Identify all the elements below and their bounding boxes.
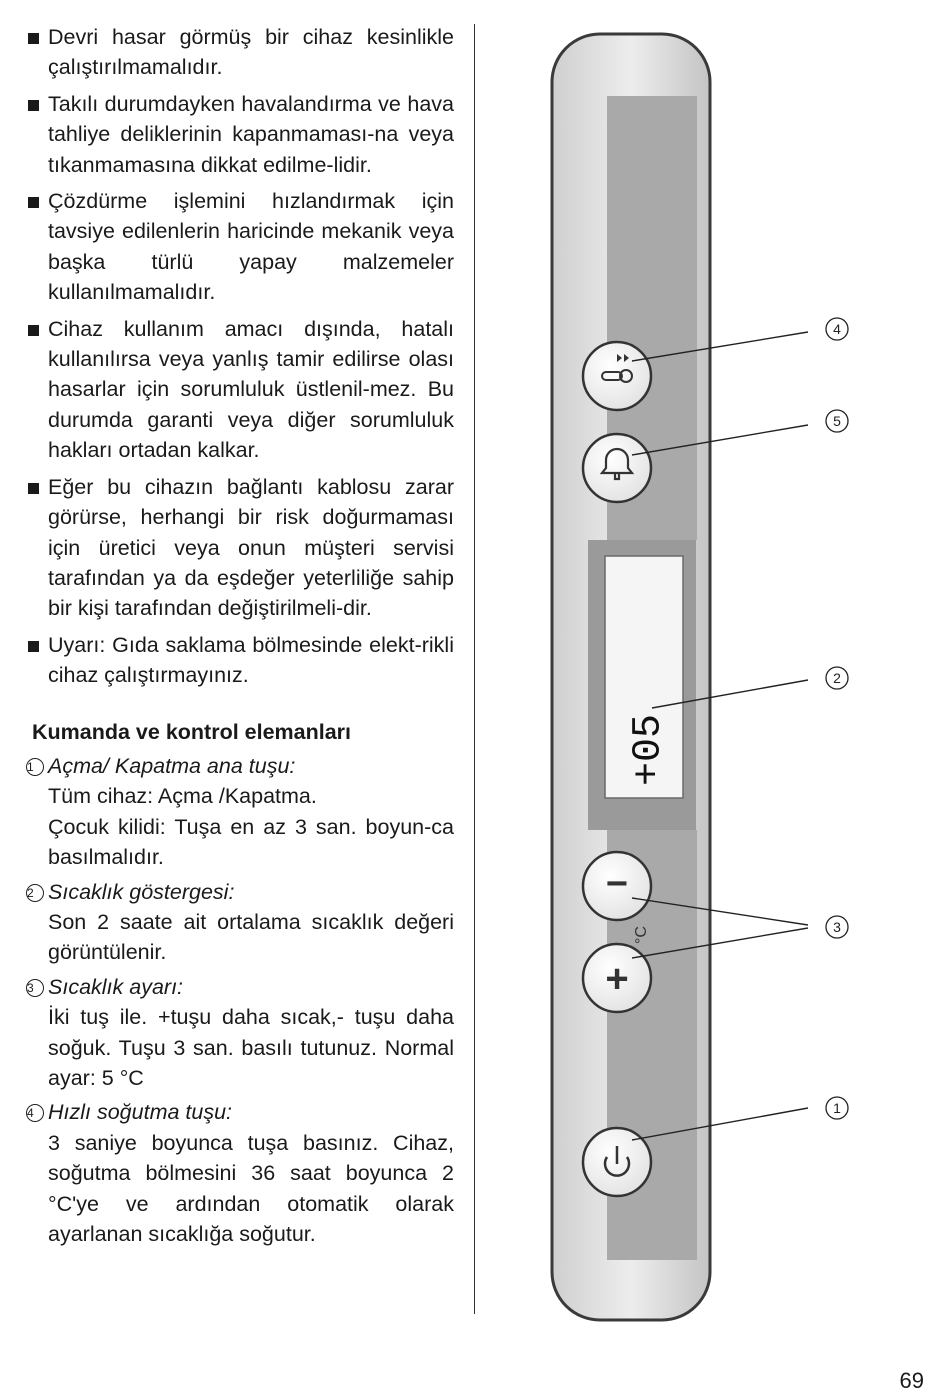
control-desc: 3 saniye boyunca tuşa basınız. Cihaz, soğutma bölmesini 36 saat boyunca 2 °C'ye ve ardından otomatik olarak ayarlanan sıcaklığa soğutur. <box>48 1130 454 1247</box>
control-title: Açma/ Kapatma ana tuşu: <box>48 753 296 778</box>
control-desc: Çocuk kilidi: Tuşa en az 3 san. boyun-ca basılmalıdır. <box>48 814 454 870</box>
control-desc: Tüm cihaz: Açma /Kapatma. <box>48 784 317 809</box>
callout-1 <box>826 1097 848 1119</box>
temperature-down-button[interactable] <box>583 852 651 920</box>
safety-note: Uyarı: Gıda saklama bölmesinde elekt-rikli cihaz çalıştırmayınız. <box>26 630 454 691</box>
svg-text:5: 5 <box>833 413 841 429</box>
callout-number: 4 <box>26 1104 44 1122</box>
svg-text:3: 3 <box>833 919 841 935</box>
page-number: 69 <box>899 1368 924 1393</box>
super-cool-button[interactable] <box>583 342 651 410</box>
callout-number: 3 <box>26 979 44 997</box>
safety-note: Çözdürme işlemini hızlandırmak için tavsiye edilenlerin haricinde mekanik veya başka türlü yapay malzemeler kullanılmamalıdır. <box>26 186 454 308</box>
callout-number: 2 <box>26 884 44 902</box>
callout-4 <box>826 318 848 340</box>
temperature-up-button[interactable] <box>583 944 651 1012</box>
control-title: Sıcaklık ayarı: <box>48 974 184 999</box>
control-desc: Son 2 saate ait ortalama sıcaklık değeri görüntülenir. <box>48 909 454 965</box>
section-heading: Kumanda ve kontrol elemanları <box>32 719 352 744</box>
minus-icon: − <box>605 863 629 905</box>
control-desc: İki tuş ile. +tuşu daha sıcak,- tuşu daha soğuk. Tuşu 3 san. basılı tutunuz. Normal ayar: 5 °C <box>48 1005 454 1090</box>
callout-number: 1 <box>26 758 44 776</box>
safety-note: Takılı durumdayken havalandırma ve hava tahliye deliklerinin kapanmaması-na veya tıkanmamasına dikkat edilme-lidir. <box>26 89 454 180</box>
safety-note: Cihaz kullanım amacı dışında, hatalı kullanılırsa veya yanlış tamir edilirse olası hasarlar için sorumluluk üstlenil-mez. Bu durumda garanti veya diğer sorumluluk hakları ortadan kalkar. <box>26 314 454 466</box>
callout-5 <box>826 410 848 432</box>
display-value: +05 <box>626 713 672 787</box>
svg-text:1: 1 <box>833 1100 841 1116</box>
svg-text:2: 2 <box>833 670 841 686</box>
svg-text:4: 4 <box>833 321 841 337</box>
callout-2 <box>826 667 848 689</box>
control-title: Sıcaklık göstergesi: <box>48 879 235 904</box>
safety-note: Eğer bu cihazın bağlantı kablosu zarar görürse, herhangi bir risk doğurmaması için üretici veya onun müşteri servisi tarafından ya da eşdeğer yeterliliğe sahip bir kişi tarafından değiştirilmeli-dir. <box>26 472 454 624</box>
plus-icon: + <box>605 957 629 1001</box>
safety-note: Devri hasar görmüş bir cihaz kesinlikle çalıştırılmamalıdır. <box>26 22 454 83</box>
control-title: Hızlı soğutma tuşu: <box>48 1100 233 1125</box>
callout-3 <box>826 916 848 938</box>
celsius-label: °C <box>633 926 650 944</box>
alarm-button[interactable] <box>583 434 651 502</box>
